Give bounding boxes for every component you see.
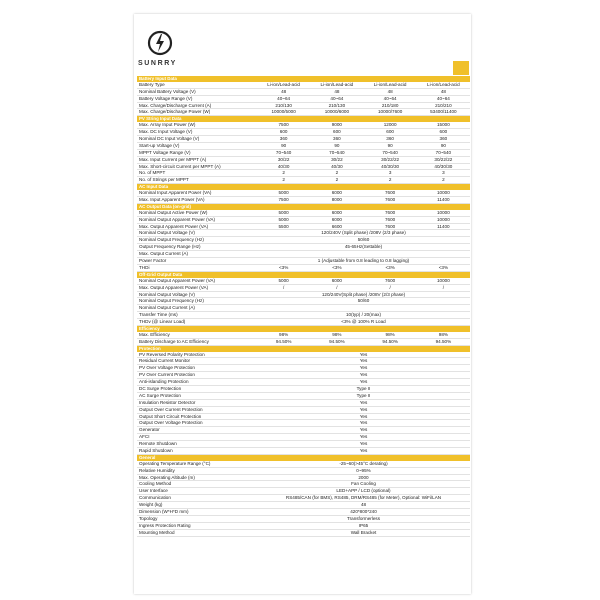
row-value: Yes [359, 413, 368, 419]
row-value: 30/22 [277, 156, 290, 162]
row-value: 5500 [278, 223, 289, 229]
row-value: 10000 [436, 209, 450, 215]
row-label: Rapid Shutdown [139, 447, 173, 453]
table-row [137, 386, 470, 393]
row-label: Cooling Method [139, 481, 172, 487]
row-label: AFCI [139, 434, 150, 440]
row-value: Wall Bracket [350, 529, 377, 535]
table-row [137, 475, 470, 482]
table-row [137, 129, 470, 136]
row-value: 210/130 [275, 102, 292, 108]
row-label: PV Over Voltage Protection [139, 365, 195, 371]
row-value: 40/30 [331, 163, 343, 169]
row-label: Output Frequency Range (Hz) [139, 244, 201, 250]
row-value: Yes [359, 379, 368, 385]
table-row [137, 502, 470, 509]
row-value: 90 [387, 142, 393, 148]
table-row [137, 177, 470, 184]
row-value: 10000 [436, 190, 450, 196]
row-value: 120/240V(Split phase) /208V (2/3 phase) [321, 291, 406, 297]
table-row [137, 400, 470, 407]
row-label: Max. Efficiency [139, 331, 170, 337]
table-row [137, 89, 470, 96]
row-label: Anti-islanding Protection [139, 379, 189, 385]
row-label: No. of Strings per MPPT [139, 177, 189, 183]
row-value: Yes [359, 447, 368, 453]
row-label: Nominal Output Apparent Power (VA) [139, 277, 216, 283]
row-value: Yes [359, 406, 368, 412]
row-value: 420*800*240 [350, 509, 377, 514]
table-row [137, 420, 470, 427]
row-label: Residual Current Monitor [139, 358, 191, 364]
row-value [417, 305, 470, 311]
row-value: <3% [332, 264, 342, 270]
table-row [137, 488, 470, 495]
row-value: 7600 [385, 197, 396, 203]
row-label: Generator [139, 427, 160, 433]
table-row [137, 251, 470, 258]
row-label: Remote Shutdown [139, 441, 177, 447]
row-value: 48 [334, 88, 340, 94]
row-value: 70~540 [382, 149, 398, 155]
row-value [364, 305, 417, 311]
row-value: RS485/CAN (for BMS), RS485, DRM/RS485 (for Meter), Optional: WiFi/LAN [285, 495, 442, 501]
row-value: Li-ion/Lead-acid [320, 81, 354, 87]
row-value: 600 [279, 129, 288, 135]
table-row [137, 516, 470, 523]
row-value: 7500 [278, 122, 289, 128]
table-row [137, 170, 470, 177]
row-value: Yes [359, 441, 368, 447]
table-row [137, 530, 470, 537]
table-row [137, 230, 470, 237]
row-value: Yes [359, 434, 368, 440]
row-value: Yes [359, 420, 368, 426]
row-value: 8000 [331, 197, 342, 203]
row-value: 10000/5000 [271, 109, 296, 115]
row-value: Yes [359, 427, 368, 433]
row-value: 6000 [331, 216, 342, 222]
row-value: 9000 [331, 122, 342, 128]
row-value: Yes [359, 365, 368, 371]
row-value: 2 [335, 170, 339, 176]
table-row [137, 103, 470, 110]
section-header: AC Input Data [137, 184, 470, 190]
row-value: 2 [388, 177, 392, 183]
section-header: Protection [137, 346, 470, 352]
row-value [310, 251, 363, 257]
row-value: <3% @ 100% R Load [341, 319, 386, 325]
row-label: Max. Charge/Discharge Current (A) [139, 102, 212, 108]
row-value: Type II [356, 392, 371, 398]
row-value: 5000 [278, 277, 289, 283]
table-row [137, 319, 470, 326]
row-value: 48 [440, 88, 446, 94]
row-value: 48 [281, 88, 287, 94]
row-value: 5000 [278, 190, 289, 196]
row-value: Yes [359, 372, 368, 378]
table-row [137, 305, 470, 312]
row-value: 7600 [385, 216, 396, 222]
row-value: 10000/7600 [377, 109, 403, 115]
row-label: Ingress Protection Rating [139, 522, 191, 528]
row-value: 30/22/22 [434, 156, 453, 162]
table-row [137, 237, 470, 244]
row-label: Battery Type [139, 81, 165, 87]
row-value: 48 [387, 88, 393, 94]
table-row [137, 190, 470, 197]
table-row [137, 109, 470, 116]
row-value: 7600 [385, 223, 396, 229]
row-value: IP65 [358, 522, 369, 528]
table-row [137, 244, 470, 251]
row-label: Max. Output Apparent Power (VA) [139, 284, 209, 290]
table-row [137, 265, 470, 272]
table-row [137, 495, 470, 502]
row-value: 7500 [278, 197, 289, 203]
row-value: 11400 [437, 223, 450, 229]
row-label: Power Factor [139, 258, 167, 264]
row-value: 3 [442, 170, 445, 176]
table-row [137, 427, 470, 434]
row-value: 2 [335, 177, 339, 183]
table-row [137, 441, 470, 448]
row-value: 90 [334, 142, 340, 148]
row-value: 10000 [436, 216, 450, 222]
row-label: Output Over Voltage Protection [139, 420, 203, 426]
row-label: Max. Array Input Power (W) [139, 122, 196, 128]
table-row [137, 365, 470, 372]
row-value: 6000 [331, 190, 342, 196]
row-label: AC Surge Protection [139, 392, 181, 398]
row-value: 90 [281, 142, 287, 148]
row-value: 40/30 [277, 163, 290, 169]
row-value: 45-65Hz(Settable) [344, 244, 383, 250]
row-value [417, 251, 470, 257]
row-value: 94.50% [275, 338, 292, 344]
row-label: Start-up Voltage (V) [139, 142, 180, 148]
table-row [137, 96, 470, 103]
row-label: PV Over Current Protection [139, 372, 195, 378]
row-value: / [442, 284, 445, 290]
table-row [137, 157, 470, 164]
section-header: Battery Input Data [137, 76, 470, 82]
row-value: 30/22/22 [381, 156, 400, 162]
row-value: 98% [332, 331, 342, 337]
section-header: PV String Input Data [137, 116, 470, 122]
row-value [310, 305, 363, 311]
row-label: DC Surge Protection [139, 385, 182, 391]
row-value: <3% [438, 264, 449, 270]
table-row [137, 258, 470, 265]
row-value: -25~60(>45°C derating) [339, 460, 388, 466]
row-value: 98% [438, 331, 448, 337]
row-value: 0~95% [356, 467, 371, 473]
section-header: Efficiency [137, 326, 470, 332]
row-label: Nominal Output Current (A) [139, 305, 195, 311]
row-value: 70~540 [329, 149, 345, 155]
table-row [137, 82, 470, 89]
table-row [137, 298, 470, 305]
sun-bolt-logo-icon [145, 28, 175, 58]
brand-name: SUNRRY [138, 60, 177, 67]
row-label: Nominal Output Frequency (Hz) [139, 298, 204, 304]
table-row [137, 136, 470, 143]
row-value [257, 251, 310, 257]
row-label: Nominal Output Frequency (Hz) [139, 237, 204, 243]
row-value: 94.50% [329, 338, 345, 344]
row-label: No. of MPPT [139, 170, 166, 176]
row-value: 3 [388, 170, 392, 176]
row-value: Li-ion/Lead-acid [427, 81, 460, 87]
row-value [364, 251, 417, 257]
row-value: 90 [440, 142, 446, 148]
row-label: Battery Voltage Range (V) [139, 95, 193, 101]
row-label: MPPT Voltage Range (V) [139, 149, 191, 155]
row-value: 5000 [278, 209, 289, 215]
row-value: 2 [282, 177, 285, 183]
row-label: Max. Output Apparent Power (VA) [139, 223, 209, 229]
row-label: Insulation Resistor Detector [139, 399, 196, 405]
table-row [137, 434, 470, 441]
table-row [137, 481, 470, 488]
row-label: Max. Charge/Discharge Power (W) [139, 109, 211, 115]
row-value: 210/130 [328, 102, 346, 108]
table-row [137, 197, 470, 204]
table-row [137, 509, 470, 516]
table-row [137, 468, 470, 475]
table-row [137, 292, 470, 299]
row-value: 360 [279, 136, 288, 142]
section-header: General [137, 455, 470, 461]
row-label: Max. Input Current per MPPT (A) [139, 156, 207, 162]
row-value: 70~540 [275, 149, 292, 155]
row-value: 210/180 [381, 102, 399, 108]
row-value: / [336, 284, 338, 290]
row-value: 600 [439, 129, 448, 135]
row-label: Topology [139, 515, 158, 521]
row-value: 6600 [331, 223, 342, 229]
table-row [137, 393, 470, 400]
row-value: 7600 [385, 277, 396, 283]
row-value: 11400 [437, 197, 450, 203]
row-value: 600 [386, 129, 394, 135]
row-value: 360 [333, 136, 341, 142]
row-value: 360 [386, 136, 394, 142]
row-label: Dimension (W*H*D mm) [139, 509, 189, 514]
table-row [137, 150, 470, 157]
table-row [137, 210, 470, 217]
table-row [137, 332, 470, 339]
table-row [137, 312, 470, 319]
row-value: Type II [356, 385, 371, 391]
row-value: 360 [439, 136, 448, 142]
table-row [137, 523, 470, 530]
row-label: Max. Output Current (A) [139, 251, 189, 257]
row-label: Nominal Output Active Power (W) [139, 209, 208, 215]
row-label: THDi [139, 264, 150, 270]
table-row [137, 461, 470, 468]
row-value: <3% [278, 264, 289, 270]
row-value: Yes [359, 351, 368, 357]
row-label: Output Short Circuit Protection [139, 413, 202, 419]
row-value: 50/60 [357, 298, 370, 304]
row-value: 7600 [385, 209, 396, 215]
row-value: 6000 [331, 277, 342, 283]
row-value: / [389, 284, 391, 290]
row-label: Max. Operating Altitude (m) [139, 474, 195, 480]
row-value: 210/210 [435, 102, 452, 108]
row-value: 48 [360, 502, 367, 508]
row-value: 15000 [436, 122, 450, 128]
row-value: 10(typ) / 20(max) [346, 312, 381, 318]
table-row [137, 164, 470, 171]
row-value: Fan Cooling [351, 481, 376, 487]
row-value: Li-ion/Lead-acid [267, 81, 300, 87]
row-label: Transfer Time (ms) [139, 312, 178, 318]
table-row [137, 143, 470, 150]
row-value: LED+APP / LCD (optional) [336, 488, 391, 494]
row-label: Output Over Current Protection [139, 406, 203, 412]
row-value: 94.50% [382, 338, 398, 344]
row-value: 2 [282, 170, 285, 176]
row-value: 5000 [278, 216, 289, 222]
row-value: / [282, 284, 285, 290]
row-label: Communication [139, 495, 171, 501]
row-value: 94.50% [435, 338, 452, 344]
row-value: 120/240V (Split phase) /208V (2/3 phase) [321, 230, 406, 236]
row-value: 53400/11400 [430, 109, 457, 115]
table-row [137, 278, 470, 285]
row-label: PV Reversed Polarity Protection [139, 351, 205, 357]
row-label: Max. Input Apparent Power (VA) [139, 197, 205, 203]
row-label: User Interface [139, 488, 168, 494]
table-row [137, 407, 470, 414]
row-value: 98% [279, 331, 289, 337]
row-value: 70~540 [435, 149, 452, 155]
row-value: 40~64 [383, 95, 397, 101]
row-label: Nominal DC Input Voltage (V) [139, 136, 200, 142]
table-row [137, 217, 470, 224]
row-value: Yes [359, 358, 368, 364]
row-value: 50/60 [357, 237, 370, 243]
row-label: Max. DC Input Voltage (V) [139, 129, 193, 135]
table-row [137, 285, 470, 292]
row-value: 40~64 [330, 95, 344, 101]
row-label: Weight (kg) [139, 502, 163, 508]
table-row [137, 122, 470, 129]
row-label: Nominal Output Apparent Power (VA) [139, 216, 216, 222]
row-value: Transformerless [346, 515, 380, 521]
row-label: Max. Short-circuit Current per MPPT (A) [139, 163, 221, 169]
row-label: Nominal Output Voltage (V) [139, 230, 195, 236]
row-value: 7600 [385, 190, 396, 196]
row-value: 600 [333, 129, 341, 135]
row-label: Nominal Battery Voltage (V) [139, 88, 196, 94]
section-header: Off-Grid Output Data [137, 272, 470, 278]
row-value: 1 (Adjustable from 0.8 leading to 0.8 lagging) [317, 258, 410, 264]
row-value: 40/30/30 [381, 163, 400, 169]
row-value: Li-ion/Lead-acid [373, 81, 407, 87]
spec-table [137, 76, 470, 537]
table-row [137, 352, 470, 359]
row-label: Battery Discharge to AC Efficiency [139, 338, 209, 344]
table-row [137, 372, 470, 379]
row-value [257, 305, 310, 311]
table-row [137, 358, 470, 365]
row-label: Nominal Input Apparent Power (VA) [139, 190, 212, 196]
row-label: Operating Temperature Range (°C) [139, 460, 211, 466]
row-value: 2 [442, 177, 445, 183]
table-row [137, 448, 470, 455]
row-label: Mounting Method [139, 529, 175, 535]
row-value: <3% [385, 264, 395, 270]
row-value: 10000 [436, 277, 450, 283]
row-value: 10000/6000 [324, 109, 350, 115]
row-value: 40~64 [277, 95, 291, 101]
accent-bar [453, 61, 469, 75]
row-value: 12000 [383, 122, 397, 128]
row-value: 40~64 [436, 95, 450, 101]
section-header: AC Output Data (on-grid) [137, 204, 470, 210]
table-row [137, 379, 470, 386]
row-value: 6000 [331, 209, 342, 215]
row-label: Relative Humidity [139, 467, 175, 473]
row-value: 98% [385, 331, 395, 337]
row-label: THDv (@ Linear Load) [139, 319, 186, 325]
row-value: Yes [359, 399, 368, 405]
row-value: 30/22 [331, 156, 343, 162]
row-value: 2000 [358, 474, 369, 480]
row-value: 40/30/30 [434, 163, 453, 169]
row-label: Nominal Output Voltage (V) [139, 291, 195, 297]
table-row [137, 339, 470, 346]
table-row [137, 414, 470, 421]
table-row [137, 224, 470, 231]
